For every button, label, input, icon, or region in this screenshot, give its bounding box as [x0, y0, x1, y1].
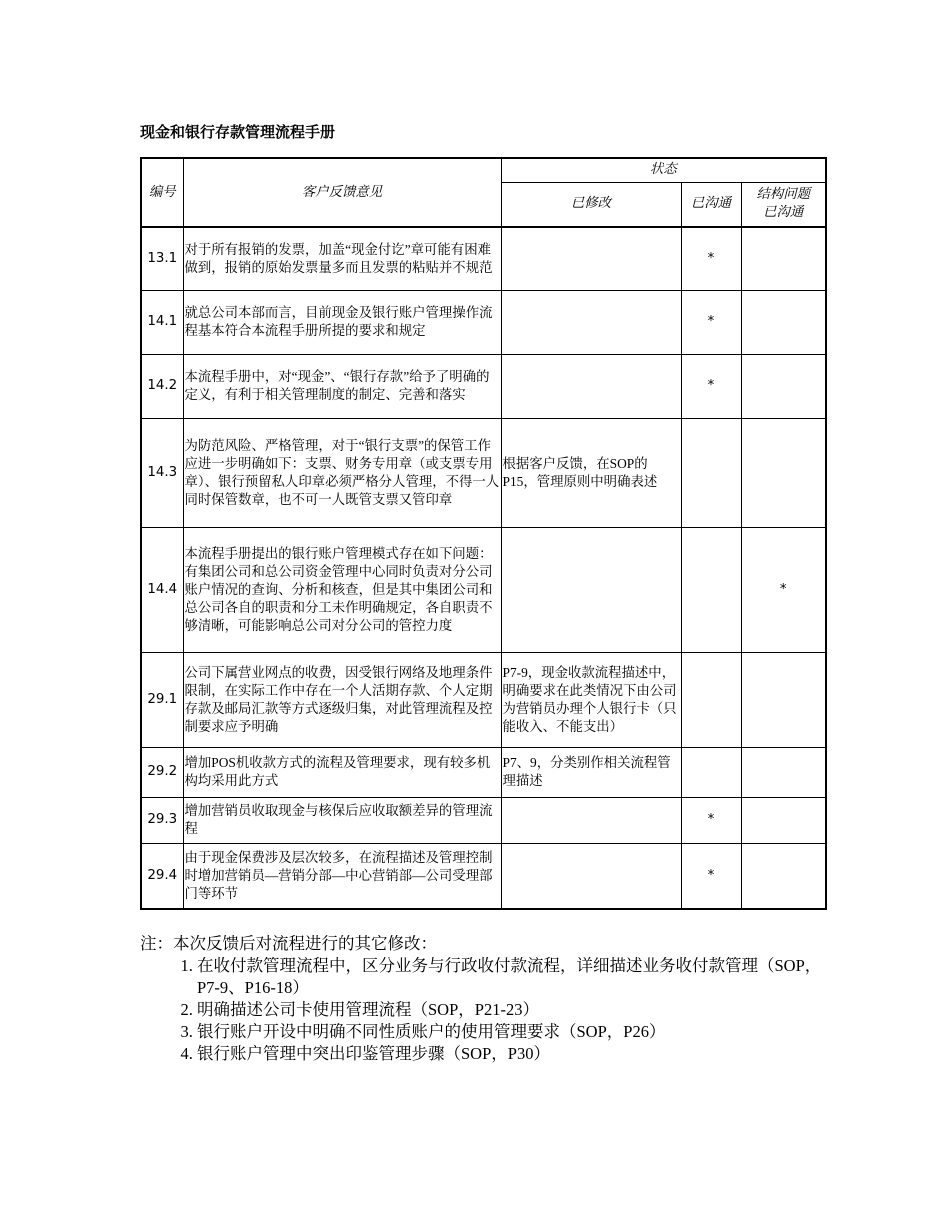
- table-row: [141, 354, 826, 418]
- row-structural-mark: [741, 354, 826, 418]
- header-structural-line2: 已沟通: [763, 205, 804, 221]
- row-communicated-mark: [681, 418, 741, 527]
- table-row: [141, 227, 826, 290]
- row-number: 14.2: [141, 354, 183, 418]
- list-item: 1. 在收付款管理流程中，区分业务与行政收付款流程，详细描述业务收付款管理（SOP，P7-9、P16-18）: [197, 955, 840, 999]
- table-row: [141, 418, 826, 527]
- row-feedback: 对于所有报销的发票，加盖“现金付讫”章可能有困难做到，报销的原始发票量多而且发票的粘贴并不规范: [183, 227, 501, 290]
- row-modified: P7、9，分类别作相关流程管理描述: [501, 747, 681, 797]
- notes-intro: 注：本次反馈后对流程进行的其它修改：: [140, 934, 437, 953]
- table-row: [141, 843, 826, 909]
- row-number: 29.3: [141, 797, 183, 843]
- header-structural: [741, 182, 826, 227]
- row-number: 14.4: [141, 527, 183, 652]
- row-communicated-mark: *: [681, 227, 741, 290]
- row-modified: [501, 354, 681, 418]
- row-number: 29.2: [141, 747, 183, 797]
- row-structural-mark: [741, 418, 826, 527]
- row-feedback: 为防范风险、严格管理，对于“银行支票”的保管工作应进一步明确如下：支票、财务专用章（或支票专用章）、银行预留私人印章必须严格分人管理，不得一人同时保管数章，也不可一人既管支票又管印章: [183, 418, 501, 527]
- table-row: [141, 747, 826, 797]
- row-structural-mark: [741, 747, 826, 797]
- page-title: 现金和银行存款管理流程手册: [140, 123, 336, 141]
- row-modified: [501, 290, 681, 354]
- header-number: 编号: [141, 158, 183, 227]
- feedback-table: [140, 157, 827, 910]
- row-feedback: 增加POS机收款方式的流程及管理要求，现有较多机构均采用此方式: [183, 747, 501, 797]
- row-number: 13.1: [141, 227, 183, 290]
- row-modified: [501, 797, 681, 843]
- revision-notes: [140, 933, 840, 1065]
- list-item: 2. 明确描述公司卡使用管理流程（SOP，P21-23）: [197, 999, 840, 1021]
- table-row: [141, 797, 826, 843]
- header-feedback: 客户反馈意见: [183, 158, 501, 227]
- row-number: 29.1: [141, 652, 183, 747]
- row-feedback: 本流程手册提出的银行账户管理模式存在如下问题：有集团公司和总公司资金管理中心同时负责对分公司账户情况的查询、分析和核查，但是其中集团公司和总公司各自的职责和分工未作明确规定，各自职责不够清晰，可能影响总公司对分公司的管控力度: [183, 527, 501, 652]
- row-communicated-mark: [681, 747, 741, 797]
- row-modified: P7-9，现金收款流程描述中，明确要求在此类情况下由公司为营销员办理个人银行卡（只能收入、不能支出）: [501, 652, 681, 747]
- header-modified: 已修改: [501, 182, 681, 227]
- row-number: 29.4: [141, 843, 183, 909]
- header-communicated: 已沟通: [681, 182, 741, 227]
- row-modified: [501, 843, 681, 909]
- row-modified: [501, 227, 681, 290]
- row-structural-mark: [741, 227, 826, 290]
- row-communicated-mark: [681, 527, 741, 652]
- table-row: [141, 527, 826, 652]
- row-modified: 根据客户反馈，在SOP的P15，管理原则中明确表述: [501, 418, 681, 527]
- notes-list: [140, 955, 840, 1065]
- row-communicated-mark: *: [681, 354, 741, 418]
- row-communicated-mark: [681, 652, 741, 747]
- row-feedback: 由于现金保费涉及层次较多，在流程描述及管理控制时增加营销员—营销分部—中心营销部—公司受理部门等环节: [183, 843, 501, 909]
- row-feedback: 就总公司本部而言，目前现金及银行账户管理操作流程基本符合本流程手册所提的要求和规定: [183, 290, 501, 354]
- row-modified: [501, 527, 681, 652]
- row-number: 14.3: [141, 418, 183, 527]
- row-feedback: 本流程手册中，对“现金”、“银行存款”给予了明确的定义，有利于相关管理制度的制定、完善和落实: [183, 354, 501, 418]
- row-feedback: 公司下属营业网点的收费，因受银行网络及地理条件限制，在实际工作中存在一个人活期存款、个人定期存款及邮局汇款等方式逐级归集，对此管理流程及控制要求应予明确: [183, 652, 501, 747]
- row-communicated-mark: *: [681, 797, 741, 843]
- table-row: [141, 652, 826, 747]
- row-number: 14.1: [141, 290, 183, 354]
- row-structural-mark: [741, 290, 826, 354]
- row-structural-mark: *: [741, 527, 826, 652]
- table-row: [141, 290, 826, 354]
- row-feedback: 增加营销员收取现金与核保后应收取额差异的管理流程: [183, 797, 501, 843]
- row-structural-mark: [741, 652, 826, 747]
- row-structural-mark: [741, 843, 826, 909]
- row-structural-mark: [741, 797, 826, 843]
- list-item: 3. 银行账户开设中明确不同性质账户的使用管理要求（SOP，P26）: [197, 1021, 840, 1043]
- row-communicated-mark: *: [681, 843, 741, 909]
- list-item: 4. 银行账户管理中突出印鉴管理步骤（SOP，P30）: [197, 1043, 840, 1065]
- header-status: 状态: [501, 158, 826, 182]
- row-communicated-mark: *: [681, 290, 741, 354]
- header-structural-line1: 结构问题: [756, 187, 811, 203]
